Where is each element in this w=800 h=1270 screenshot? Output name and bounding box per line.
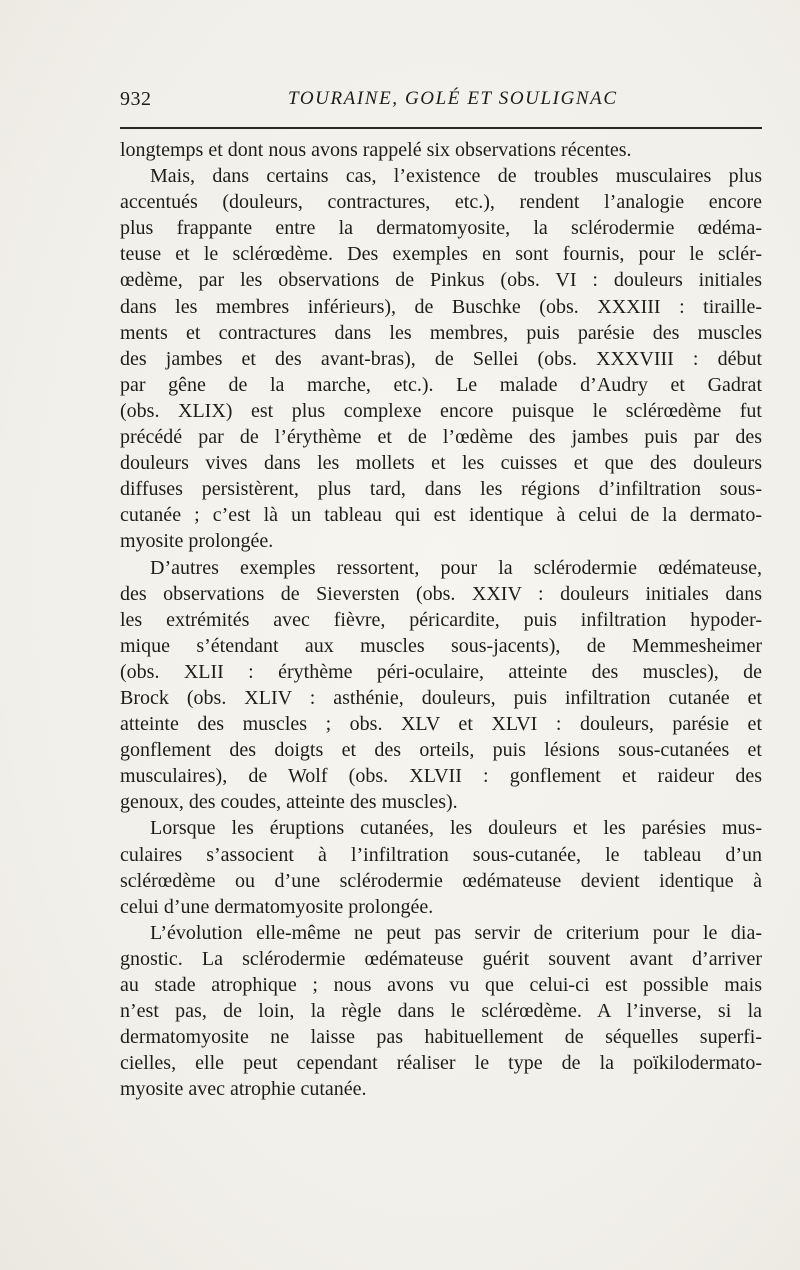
- text-line: Brock (obs. XLIV : asthénie, douleurs, puis infiltration cutanée et: [120, 686, 762, 709]
- text-line: diffuses persistèrent, plus tard, dans les régions d’infiltration sous-: [120, 478, 762, 501]
- text-line: n’est pas, de loin, la règle dans le sclérœdème. A l’inverse, si la: [120, 1000, 762, 1023]
- text-line: les extrémités avec fièvre, péricardite, puis infiltration hypoder-: [120, 608, 762, 631]
- text-line: sclérœdème ou d’une sclérodermie œdémateuse devient identique à: [120, 869, 762, 892]
- text-line: cutanée ; c’est là un tableau qui est identique à celui de la dermato-: [120, 504, 762, 527]
- text-line: myosite avec atrophie cutanée.: [120, 1078, 367, 1101]
- text-line: dans les membres inférieurs), de Buschke (obs. XXXIII : tiraille-: [120, 295, 762, 318]
- text-line: longtemps et dont nous avons rappelé six observations récentes.: [120, 139, 632, 161]
- body-text: [120, 137, 762, 1102]
- text-line: (obs. XLII : érythème péri-oculaire, atteinte des muscles), de: [120, 660, 762, 683]
- text-line: au stade atrophique ; nous avons vu que celui-ci est possible mais: [120, 974, 762, 996]
- text-line: douleurs vives dans les mollets et les cuisses et que des douleurs: [120, 452, 762, 475]
- text-line: D’autres exemples ressortent, pour la sclérodermie œdémateuse,: [150, 556, 762, 579]
- text-line: Mais, dans certains cas, l’existence de troubles musculaires plus: [150, 165, 762, 188]
- text-line: teuse et le sclérœdème. Des exemples en sont fournis, pour le sclér-: [120, 243, 762, 266]
- text-line: plus frappante entre la dermatomyosite, la sclérodermie œdéma-: [120, 217, 762, 240]
- text-line: myosite prolongée.: [120, 530, 274, 553]
- text-line: des jambes et des avant-bras), de Sellei (obs. XXXVIII : début: [120, 347, 762, 370]
- running-head: TOURAINE, GOLÉ ET SOULIGNAC: [288, 88, 618, 109]
- text-line: par gêne de la marche, etc.). Le malade d’Audry et Gadrat: [120, 373, 762, 396]
- text-line: cielles, elle peut cependant réaliser le type de la poïkilodermato-: [120, 1052, 762, 1075]
- text-line: L’évolution elle-même ne peut pas servir de criterium pour le dia-: [150, 921, 762, 944]
- text-line: précédé par de l’érythème et de l’œdème des jambes puis par des: [120, 426, 762, 449]
- text-line: mique s’étendant aux muscles sous-jacents), de Memmesheimer: [120, 634, 762, 657]
- text-line: gonflement des doigts et des orteils, puis lésions sous-cutanées et: [120, 739, 762, 762]
- text-line: accentués (douleurs, contractures, etc.), rendent l’analogie encore: [120, 191, 762, 214]
- text-line: gnostic. La sclérodermie œdémateuse guérit souvent avant d’arriver: [120, 947, 762, 970]
- text-line: (obs. XLIX) est plus complexe encore puisque le sclérœdème fut: [120, 399, 762, 422]
- text-line: ments et contractures dans les membres, puis parésie des muscles: [120, 321, 762, 344]
- text-line: dermatomyosite ne laisse pas habituellement de séquelles superfi-: [120, 1026, 762, 1049]
- page-header: [120, 88, 762, 118]
- text-line: musculaires), de Wolf (obs. XLVII : gonflement et raideur des: [120, 765, 762, 788]
- text-line: œdème, par les observations de Pinkus (obs. VI : douleurs initiales: [120, 269, 762, 292]
- text-line: celui d’une dermatomyosite prolongée.: [120, 895, 434, 918]
- text-line: genoux, des coudes, atteinte des muscles).: [120, 791, 458, 814]
- text-line: atteinte des muscles ; obs. XLV et XLVI : douleurs, parésie et: [120, 713, 762, 736]
- text-line: des observations de Sieversten (obs. XXIV : douleurs initiales dans: [120, 582, 762, 605]
- page-number: 932: [120, 88, 152, 110]
- text-line: Lorsque les éruptions cutanées, les douleurs et les parésies mus-: [150, 817, 762, 840]
- text-line: culaires s’associent à l’infiltration sous-cutanée, le tableau d’un: [120, 843, 762, 866]
- header-rule: [120, 127, 762, 129]
